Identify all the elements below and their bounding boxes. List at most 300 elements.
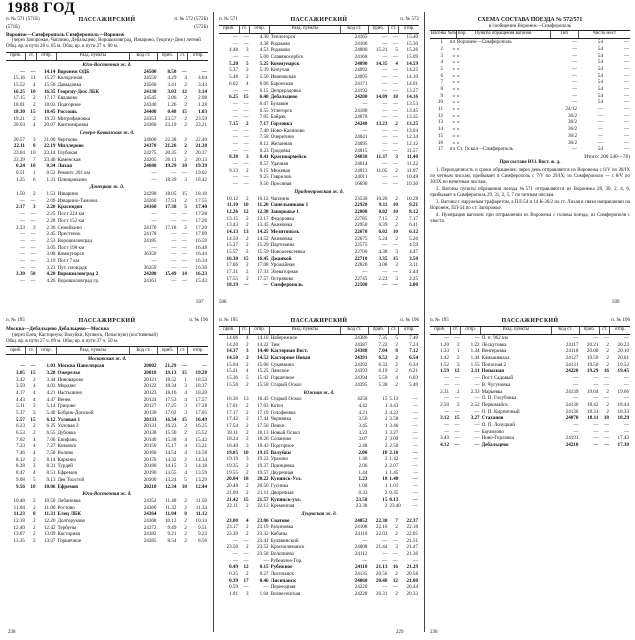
schedule-cell: —: [151, 217, 157, 224]
station-name: Рубежное-Гор.: [270, 557, 303, 564]
schedule-cell: 16: [603, 368, 609, 375]
schedule-cell: 24394: [354, 375, 368, 382]
schedule-cell: —: [474, 381, 480, 388]
schedule-cell: 8.23: [259, 147, 269, 154]
schedule-cell: 4: [246, 80, 249, 87]
schedule-cell: 16.49: [195, 416, 207, 423]
schedule-cell: 3.43: [440, 435, 449, 442]
scheme-row: [430, 86, 630, 93]
schedule-cell: 7.24: [409, 341, 418, 348]
schedule-cell: 15: [181, 108, 187, 115]
station-name: Акимовка: [270, 235, 293, 242]
schedule-cell: —: [603, 442, 609, 449]
station-row: [6, 423, 208, 430]
schedule-cell: 5.40: [46, 409, 56, 416]
schedule-cell: 1: [384, 422, 388, 429]
schedule-cell: —: [151, 170, 157, 177]
schedule-cell: 18.44: [617, 401, 629, 408]
schedule-cell: 20.13: [195, 156, 207, 163]
station-row: [6, 251, 208, 258]
station-row: [6, 218, 208, 225]
station-name: Долгоруково: [57, 517, 86, 524]
schedule-cell: 14.40: [257, 348, 269, 355]
station-name: Дубовка: [57, 430, 76, 436]
station-name: Синельниково 1: [270, 202, 309, 209]
scheme-row: [430, 113, 630, 120]
schedule-cell: 4: [32, 389, 36, 396]
schedule-table: [6, 346, 208, 544]
schedule-cell: 18.19: [226, 282, 238, 289]
station-row: [219, 222, 419, 229]
column-header: отпр.: [37, 52, 57, 60]
station-name: Просяная: [270, 181, 292, 188]
schedule-cell: 5.57: [16, 416, 25, 423]
schedule-cell: 3.45: [358, 422, 368, 429]
schedule-cell: 12.20: [44, 517, 56, 524]
schedule-cell: —: [382, 80, 388, 87]
scheme-row: [430, 39, 630, 46]
schedule-cell: 2: [184, 524, 187, 531]
station-row: [6, 450, 208, 457]
schedule-cell: 20190: [143, 470, 157, 477]
station-row: [6, 463, 208, 470]
schedule-cell: 2: [246, 409, 249, 416]
station-row: [219, 88, 419, 95]
schedule-cell: 19.29: [586, 368, 599, 375]
station-row: [219, 242, 419, 249]
station-name: Дебальцево: [270, 94, 298, 101]
station-name: Купянск-узл.: [270, 496, 301, 503]
scheme-cell: —: [571, 65, 578, 72]
schedule-cell: 24352: [143, 497, 157, 504]
schedule-cell: 2: [395, 222, 398, 229]
schedule-cell: 19.50: [586, 361, 599, 368]
scheme-cell: »: [457, 79, 460, 86]
schedule-cell: —: [382, 161, 388, 168]
station-name: Турдей: [57, 463, 73, 470]
scheme-cell: 36/2: [567, 126, 578, 133]
schedule-cell: 9.15: [259, 167, 269, 174]
schedule-cell: —: [232, 114, 238, 121]
schedule-cell: —: [593, 435, 599, 442]
schedule-cell: —: [171, 170, 177, 177]
schedule-cell: 3.46: [389, 422, 399, 429]
schedule-cell: 12.18: [13, 517, 25, 524]
scheme-cell: 11: [438, 106, 443, 113]
schedule-cell: 1: [457, 348, 460, 355]
station-name: Изварино: [57, 191, 79, 198]
schedule-cell: 2: [457, 341, 460, 348]
schedule-cell: 20.44: [406, 584, 418, 591]
schedule-cell: 3.42: [16, 376, 25, 383]
station-name: Гаврилов.: [270, 174, 293, 181]
station-name: Мелитополь: [270, 228, 300, 235]
schedule-cell: 6.25: [229, 94, 238, 101]
schedule-cell: 14.16: [406, 94, 418, 101]
column-divider: [213, 12, 214, 632]
station-row: [6, 511, 208, 518]
schedule-cell: 7.17: [409, 215, 418, 222]
station-name: Краснолиманск: [270, 544, 305, 551]
schedule-cell: —: [573, 335, 579, 342]
schedule-cell: 11.23: [13, 511, 25, 518]
station-name: Чертково: [57, 136, 78, 143]
schedule-cell: 2: [606, 401, 609, 408]
schedule-cell: 20.48: [375, 577, 388, 584]
schedule-cell: 20.04: [226, 476, 238, 483]
table-header-row: [6, 347, 208, 355]
schedule-cell: —: [623, 375, 629, 382]
schedule-cell: 2: [32, 517, 36, 524]
schedule-cell: 6.23: [16, 423, 25, 430]
schedule-cell: —: [181, 231, 187, 238]
schedule-cell: —: [392, 134, 398, 141]
station-name: Камышеваха: [481, 355, 510, 362]
page-number: 509: [612, 300, 620, 305]
schedule-cell: 18.13: [257, 429, 269, 436]
schedule-cell: 5.26: [409, 235, 418, 242]
station-row: [219, 41, 419, 48]
schedule-cell: 5.40: [409, 381, 418, 388]
station-name: Булавин: [270, 100, 289, 107]
schedule-cell: 23.46: [44, 156, 56, 163]
schedule-cell: 24220: [565, 368, 579, 375]
schedule-cell: —: [392, 34, 398, 41]
station-name: Ростово: [57, 504, 75, 511]
scheme-total: Итого: 200 540—76): [584, 153, 630, 160]
scheme-cell: 10: [437, 99, 443, 106]
schedule-cell: 15.49: [164, 271, 177, 278]
station-name: Кипучая: [270, 67, 290, 74]
schedule-cell: 6.02: [229, 80, 238, 87]
station-row: [219, 128, 419, 135]
schedule-cell: 22820: [354, 262, 368, 269]
schedule-cell: —: [392, 107, 398, 114]
page-number: 228: [8, 630, 16, 635]
schedule-cell: —: [232, 557, 238, 564]
schedule-cell: 4.21: [46, 389, 56, 396]
schedule-cell: 6.06: [259, 80, 269, 87]
schedule-cell: 3: [32, 136, 36, 143]
schedule-cell: 6.21: [409, 368, 418, 375]
scheme-cell: —: [623, 139, 630, 146]
station-row: [430, 409, 630, 416]
schedule-cell: 2: [384, 443, 388, 450]
schedule-cell: 2.33: [470, 388, 480, 395]
travel-time: Общ. вр. в пути 27 ч. 09 м. Общ. вр. в пути 27 ч. 50 м.: [6, 338, 119, 344]
railway-section-name: Приднепровская ж. д.: [294, 188, 344, 195]
schedule-cell: —: [232, 174, 238, 181]
table-header-row: [219, 327, 419, 335]
schedule-cell: 11.10: [226, 202, 238, 209]
schedule-cell: 4.38: [378, 249, 388, 256]
route-note: (через Елец, Касторную, Валуйки, Купянск, Попасную) (постоянный): [12, 332, 158, 338]
station-name: Ворошиловград: [57, 237, 93, 244]
schedule-cell: 4: [184, 75, 187, 82]
scheme-cell: »: [457, 119, 460, 126]
schedule-cell: —: [443, 408, 449, 415]
schedule-cell: —: [454, 375, 460, 382]
station-name: Тербуны: [57, 524, 77, 531]
schedule-cell: —: [243, 141, 249, 148]
schedule-cell: 17.30: [617, 442, 629, 449]
schedule-cell: 6.12: [46, 416, 56, 423]
station-name: Пост Садовый: [481, 375, 514, 382]
column-header: приб.: [579, 327, 599, 335]
schedule-cell: 2: [384, 456, 388, 463]
schedule-cell: 24041: [354, 134, 368, 141]
train-number-left: п. № 195: [219, 318, 238, 323]
station-row: [219, 463, 419, 470]
station-row: [219, 174, 419, 181]
schedule-cell: —: [232, 40, 238, 47]
scheme-cell: —: [571, 99, 578, 106]
scheme-cell: »: [452, 112, 456, 119]
schedule-cell: 2: [246, 436, 249, 443]
schedule-cell: —: [392, 551, 398, 558]
schedule-cell: 4: [184, 436, 187, 443]
station-row: [6, 191, 208, 198]
schedule-cell: —: [181, 217, 187, 224]
schedule-cell: 2.07: [389, 463, 399, 470]
schedule-cell: 5.11: [16, 403, 25, 410]
schedule-cell: —: [593, 428, 599, 435]
schedule-cell: 2: [246, 269, 249, 276]
scheme-cell: 6: [440, 72, 443, 79]
schedule-cell: 10.12: [164, 517, 177, 524]
scheme-cell: —: [623, 112, 630, 119]
schedule-cell: 17.26: [195, 217, 207, 224]
schedule-cell: —: [443, 428, 449, 435]
schedule-cell: 2: [246, 489, 249, 496]
schedule-cell: 2: [246, 249, 249, 256]
schedule-cell: 24340: [143, 102, 157, 109]
schedule-cell: 3.23: [46, 264, 56, 271]
schedule-cell: 2: [457, 401, 460, 408]
table-header-row: [430, 327, 630, 335]
station-row: [6, 231, 208, 238]
schedule-cell: 17.57: [195, 396, 207, 403]
schedule-cell: 2: [32, 115, 36, 122]
station-name: Двуречная: [270, 469, 294, 476]
schedule-cell: 2.36: [46, 224, 56, 231]
schedule-cell: 4: [32, 396, 36, 403]
schedule-cell: 15.21: [375, 47, 388, 54]
schedule-cell: 18.34: [164, 383, 177, 390]
schedule-cell: 4: [395, 60, 398, 67]
station-name: Углегорск: [270, 107, 293, 114]
schedule-cell: 11.22: [406, 161, 418, 168]
schedule-cell: 24395: [354, 381, 368, 388]
schedule-cell: 14.52: [257, 355, 269, 362]
schedule-cell: 3: [246, 348, 249, 355]
train-number-right: п. № 196: [611, 318, 630, 323]
scheme-cell: 54: [597, 99, 604, 106]
schedule-cell: 7.40: [409, 335, 418, 342]
column-header: приб.: [368, 26, 388, 34]
schedule-cell: 22575: [354, 242, 368, 249]
station-row: [6, 224, 208, 231]
schedule-cell: 2.10: [389, 449, 399, 456]
station-name: Семейкино: [57, 224, 82, 231]
schedule-cell: 4: [32, 443, 36, 450]
schedule-cell: 3: [32, 224, 36, 231]
schedule-cell: 19.13: [164, 369, 177, 376]
timetable-195-196-part2: [219, 318, 419, 598]
schedule-cell: 5.37: [16, 409, 25, 416]
schedule-cell: 7.04: [378, 348, 388, 355]
scheme-cell: —: [597, 119, 604, 126]
schedule-cell: 17.54: [226, 422, 238, 429]
scheme-col-seats: Число мест: [578, 31, 630, 39]
schedule-cell: —: [30, 217, 36, 224]
railway-section-row: [6, 183, 208, 191]
schedule-cell: —: [382, 537, 388, 544]
schedule-cell: 6.19: [378, 368, 388, 375]
schedule-cell: —: [392, 74, 398, 81]
station-row: [6, 170, 208, 177]
schedule-cell: 9.08: [16, 476, 25, 483]
station-row: [219, 591, 419, 598]
column-header: Код ст.: [551, 327, 579, 335]
scheme-cell: »: [457, 126, 460, 133]
station-row: [430, 415, 630, 422]
schedule-cell: 19.45: [617, 368, 629, 375]
scheme-cell: 36/2: [567, 132, 578, 139]
schedule-cell: —: [151, 211, 157, 218]
schedule-cell: 24160: [143, 204, 157, 211]
scheme-cell: —: [623, 126, 630, 133]
schedule-cell: 16.48: [195, 244, 207, 251]
station-row: [219, 342, 419, 349]
schedule-cell: 12.44: [195, 483, 207, 490]
schedule-cell: 2: [606, 388, 609, 395]
station-row: [219, 544, 419, 551]
schedule-cell: —: [19, 211, 25, 218]
station-name: Новоалексеевка: [270, 249, 306, 256]
schedule-cell: 5.00: [259, 54, 269, 61]
schedule-cell: 21.09: [226, 489, 238, 496]
scheme-cell: —: [623, 99, 630, 106]
schedule-cell: 15.26: [406, 47, 418, 54]
timetable-571-572-part2: [219, 17, 419, 289]
schedule-cell: 2: [395, 368, 398, 375]
schedule-cell: 2.44: [409, 269, 418, 276]
schedule-cell: 3: [32, 204, 36, 211]
schedule-cell: 0.59: [229, 584, 238, 591]
schedule-cell: 14.06: [226, 335, 238, 342]
schedule-cell: 7.58: [259, 134, 269, 141]
schedule-cell: —: [474, 428, 480, 435]
schedule-cell: 5.25: [259, 60, 269, 67]
schedule-cell: 17.03: [257, 402, 269, 409]
station-name: Касторная: [57, 531, 80, 538]
station-row: [219, 276, 419, 283]
schedule-cell: 3.07: [358, 436, 368, 443]
schedule-cell: 19.21: [13, 115, 25, 122]
schedule-cell: —: [392, 114, 398, 121]
station-name: Депрерадовка: [270, 87, 301, 94]
station-row: [219, 518, 419, 525]
schedule-cell: 24275: [143, 149, 157, 156]
schedule-cell: 19.02: [195, 170, 207, 177]
schedule-cell: 2.25: [46, 211, 56, 218]
schedule-cell: 17.53: [164, 396, 177, 403]
scheme-cell: 9: [440, 92, 443, 99]
schedule-cell: 7.15: [378, 215, 388, 222]
scheme-cell: »: [457, 45, 460, 52]
schedule-cell: 15: [392, 255, 398, 262]
schedule-cell: 1.03: [198, 108, 207, 115]
schedule-cell: 16.45: [257, 255, 269, 262]
schedule-cell: —: [623, 421, 629, 428]
schedule-cell: 14.58: [195, 450, 207, 457]
schedule-cell: —: [382, 174, 388, 181]
schedule-cell: —: [412, 449, 418, 456]
station-row: [6, 477, 208, 484]
schedule-cell: 4: [246, 335, 249, 342]
schedule-cell: 11.50: [195, 497, 207, 504]
schedule-cell: 15.25: [257, 368, 269, 375]
schedule-cell: 2: [184, 197, 187, 204]
station-name: В. Чугуновка: [481, 381, 511, 388]
schedule-cell: 24011: [354, 174, 368, 181]
railway-section-row: [6, 129, 208, 137]
schedule-cell: 15: [243, 255, 249, 262]
schedule-cell: 23.38: [355, 503, 368, 510]
schedule-cell: 3: [395, 154, 398, 161]
schedule-cell: —: [181, 211, 187, 218]
schedule-cell: 23.19: [164, 122, 177, 129]
schedule-cell: 19.04: [586, 388, 599, 395]
station-row: [219, 34, 419, 41]
schedule-cell: 15.42: [257, 375, 269, 382]
schedule-cell: —: [392, 40, 398, 47]
scheme-row: [430, 133, 630, 140]
schedule-cell: —: [243, 282, 249, 289]
schedule-cell: 2.50: [440, 401, 449, 408]
schedule-cell: 23.00: [226, 517, 238, 524]
schedule-cell: 19.05: [226, 449, 238, 456]
schedule-cell: 17.42: [226, 416, 238, 423]
schedule-cell: 8.51: [46, 470, 56, 477]
station-row: [6, 115, 208, 122]
schedule-cell: —: [573, 428, 579, 435]
schedule-cell: 2: [246, 222, 249, 229]
schedule-cell: —: [243, 551, 249, 558]
scheme-cell: »: [452, 99, 456, 106]
schedule-cell: —: [392, 67, 398, 74]
schedule-cell: 24200: [143, 271, 157, 278]
schedule-cell: 3: [246, 591, 249, 598]
schedule-cell: 10.26: [375, 195, 388, 202]
schedule-cell: 9.13: [46, 476, 56, 483]
schedule-cell: 19.15: [257, 449, 269, 456]
schedule-cell: 4.03: [46, 383, 56, 390]
station-name: Кантемировка: [57, 122, 89, 129]
schedule-cell: 10: [181, 163, 187, 170]
schedule-cell: 13.37: [44, 538, 56, 544]
schedule-cell: 10: [30, 483, 36, 490]
schedule-cell: 11.04: [165, 511, 177, 518]
schedule-cell: 20.08: [586, 348, 599, 355]
schedule-cell: 18.29: [617, 415, 629, 422]
schedule-cell: 4: [395, 375, 398, 382]
schedule-cell: 5.14: [46, 403, 56, 410]
railway-section-row: [219, 389, 419, 397]
schedule-cell: —: [382, 181, 388, 188]
schedule-cell: 23.39: [13, 156, 25, 163]
